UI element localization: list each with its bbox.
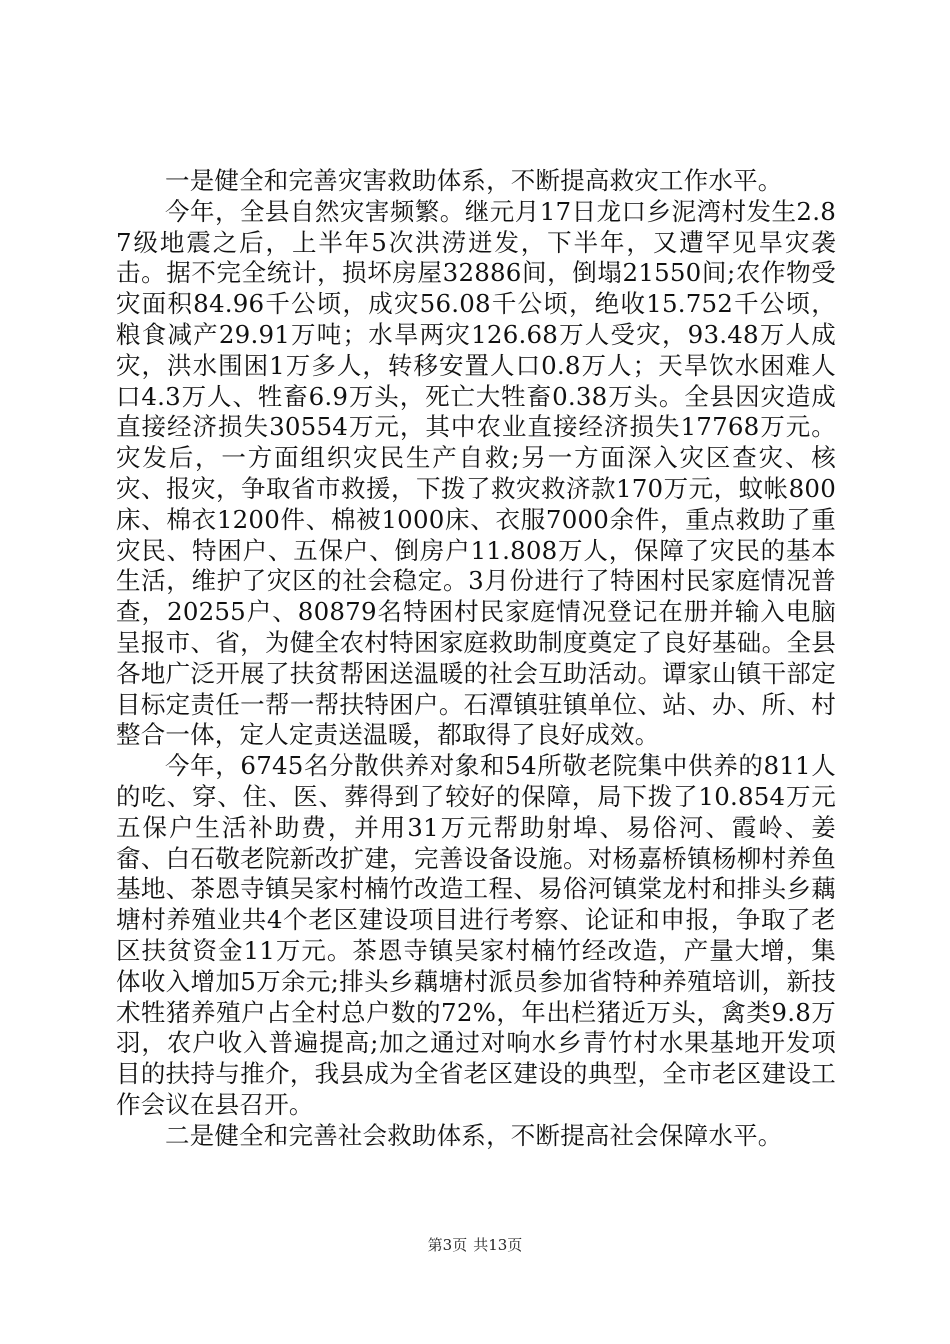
page-number: 第3页 [427,1236,468,1254]
paragraph-natural-disasters: 今年，全县自然灾害频繁。继元月17日龙口乡泥湾村发生2.87级地震之后，上半年5次洪涝迸发，下半年，又遭罕见旱灾袭击。据不完全统计，损坏房屋32886间，倒塌21550间;农作物受灾面积84.96千公顷，成灾56.08千公顷，绝收15.752千公顷，粮食减产29.91万吨；水旱两灾126.68万人受灾，93.48万人成灾，洪水围困1万多人，转移安置人口0.8万人；天旱饮水困难人口4.3万人、牲畜6.9万头，死亡大牲畜0.38万头。全县因灾造成直接经济损失30554万元，其中农业直接经济损失17768万元。灾发后，一方面组织灾民生产自救;另一方面深入灾区查灾、核灾、报灾，争取省市救援，下拨了救灾救济款170万元，蚊帐800床、棉衣1200件、棉被1000床、衣服7000余件，重点救助了重灾民、特困户、五保户、倒房户11.808万人，保障了灾民的基本生活，维护了灾区的社会稳定。3月份进行了特困村民家庭情况普查，20255户、80879名特困村民家庭情况登记在册并输入电脑呈报市、省，为健全农村特困家庭救助制度奠定了良好基础。全县各地广泛开展了扶贫帮困送温暖的社会互助活动。谭家山镇干部定目标定责任一帮一帮扶特困户。石潭镇驻镇单位、站、办、所、村整合一体，定人定责送温暖，都取得了良好成效。 [116,196,836,750]
page-total: 共13页 [473,1236,523,1254]
paragraph-disaster-relief-heading: 一是健全和完善灾害救助体系，不断提高救灾工作水平。 [165,166,783,195]
paragraph-social-assistance-heading: 二是健全和完善社会救助体系，不断提高社会保障水平。 [165,1120,783,1150]
page-footer [0,1235,950,1255]
document-body [116,166,836,1152]
paragraph-five-guarantee-support: 今年，6745名分散供养对象和54所敬老院集中供养的811人的吃、穿、住、医、葬得到了较好的保障，局下拨了10.854万元五保户生活补助费，并用31万元帮助射埠、易俗河、霞岭、姜畲、白石敬老院新改扩建，完善设备设施。对杨嘉桥镇杨柳村养鱼基地、茶恩寺镇吴家村楠竹改造工程、易俗河镇棠龙村和排头乡藕塘村养殖业共4个老区建设项目进行考察、论证和申报，争取了老区扶贫资金11万元。茶恩寺镇吴家村楠竹经改造，产量大增，集体收入增加5万余元;排头乡藕塘村派员参加省特种养殖培训，新技术牲猪养殖户占全村总户数的72%，年出栏猪近万头，禽类9.8万羽，农户收入普遍提高;加之通过对响水乡青竹村水果基地开发项目的扶持与推介，我县成为全省老区建设的典型，全市老区建设工作会议在县召开。 [116,751,836,1119]
